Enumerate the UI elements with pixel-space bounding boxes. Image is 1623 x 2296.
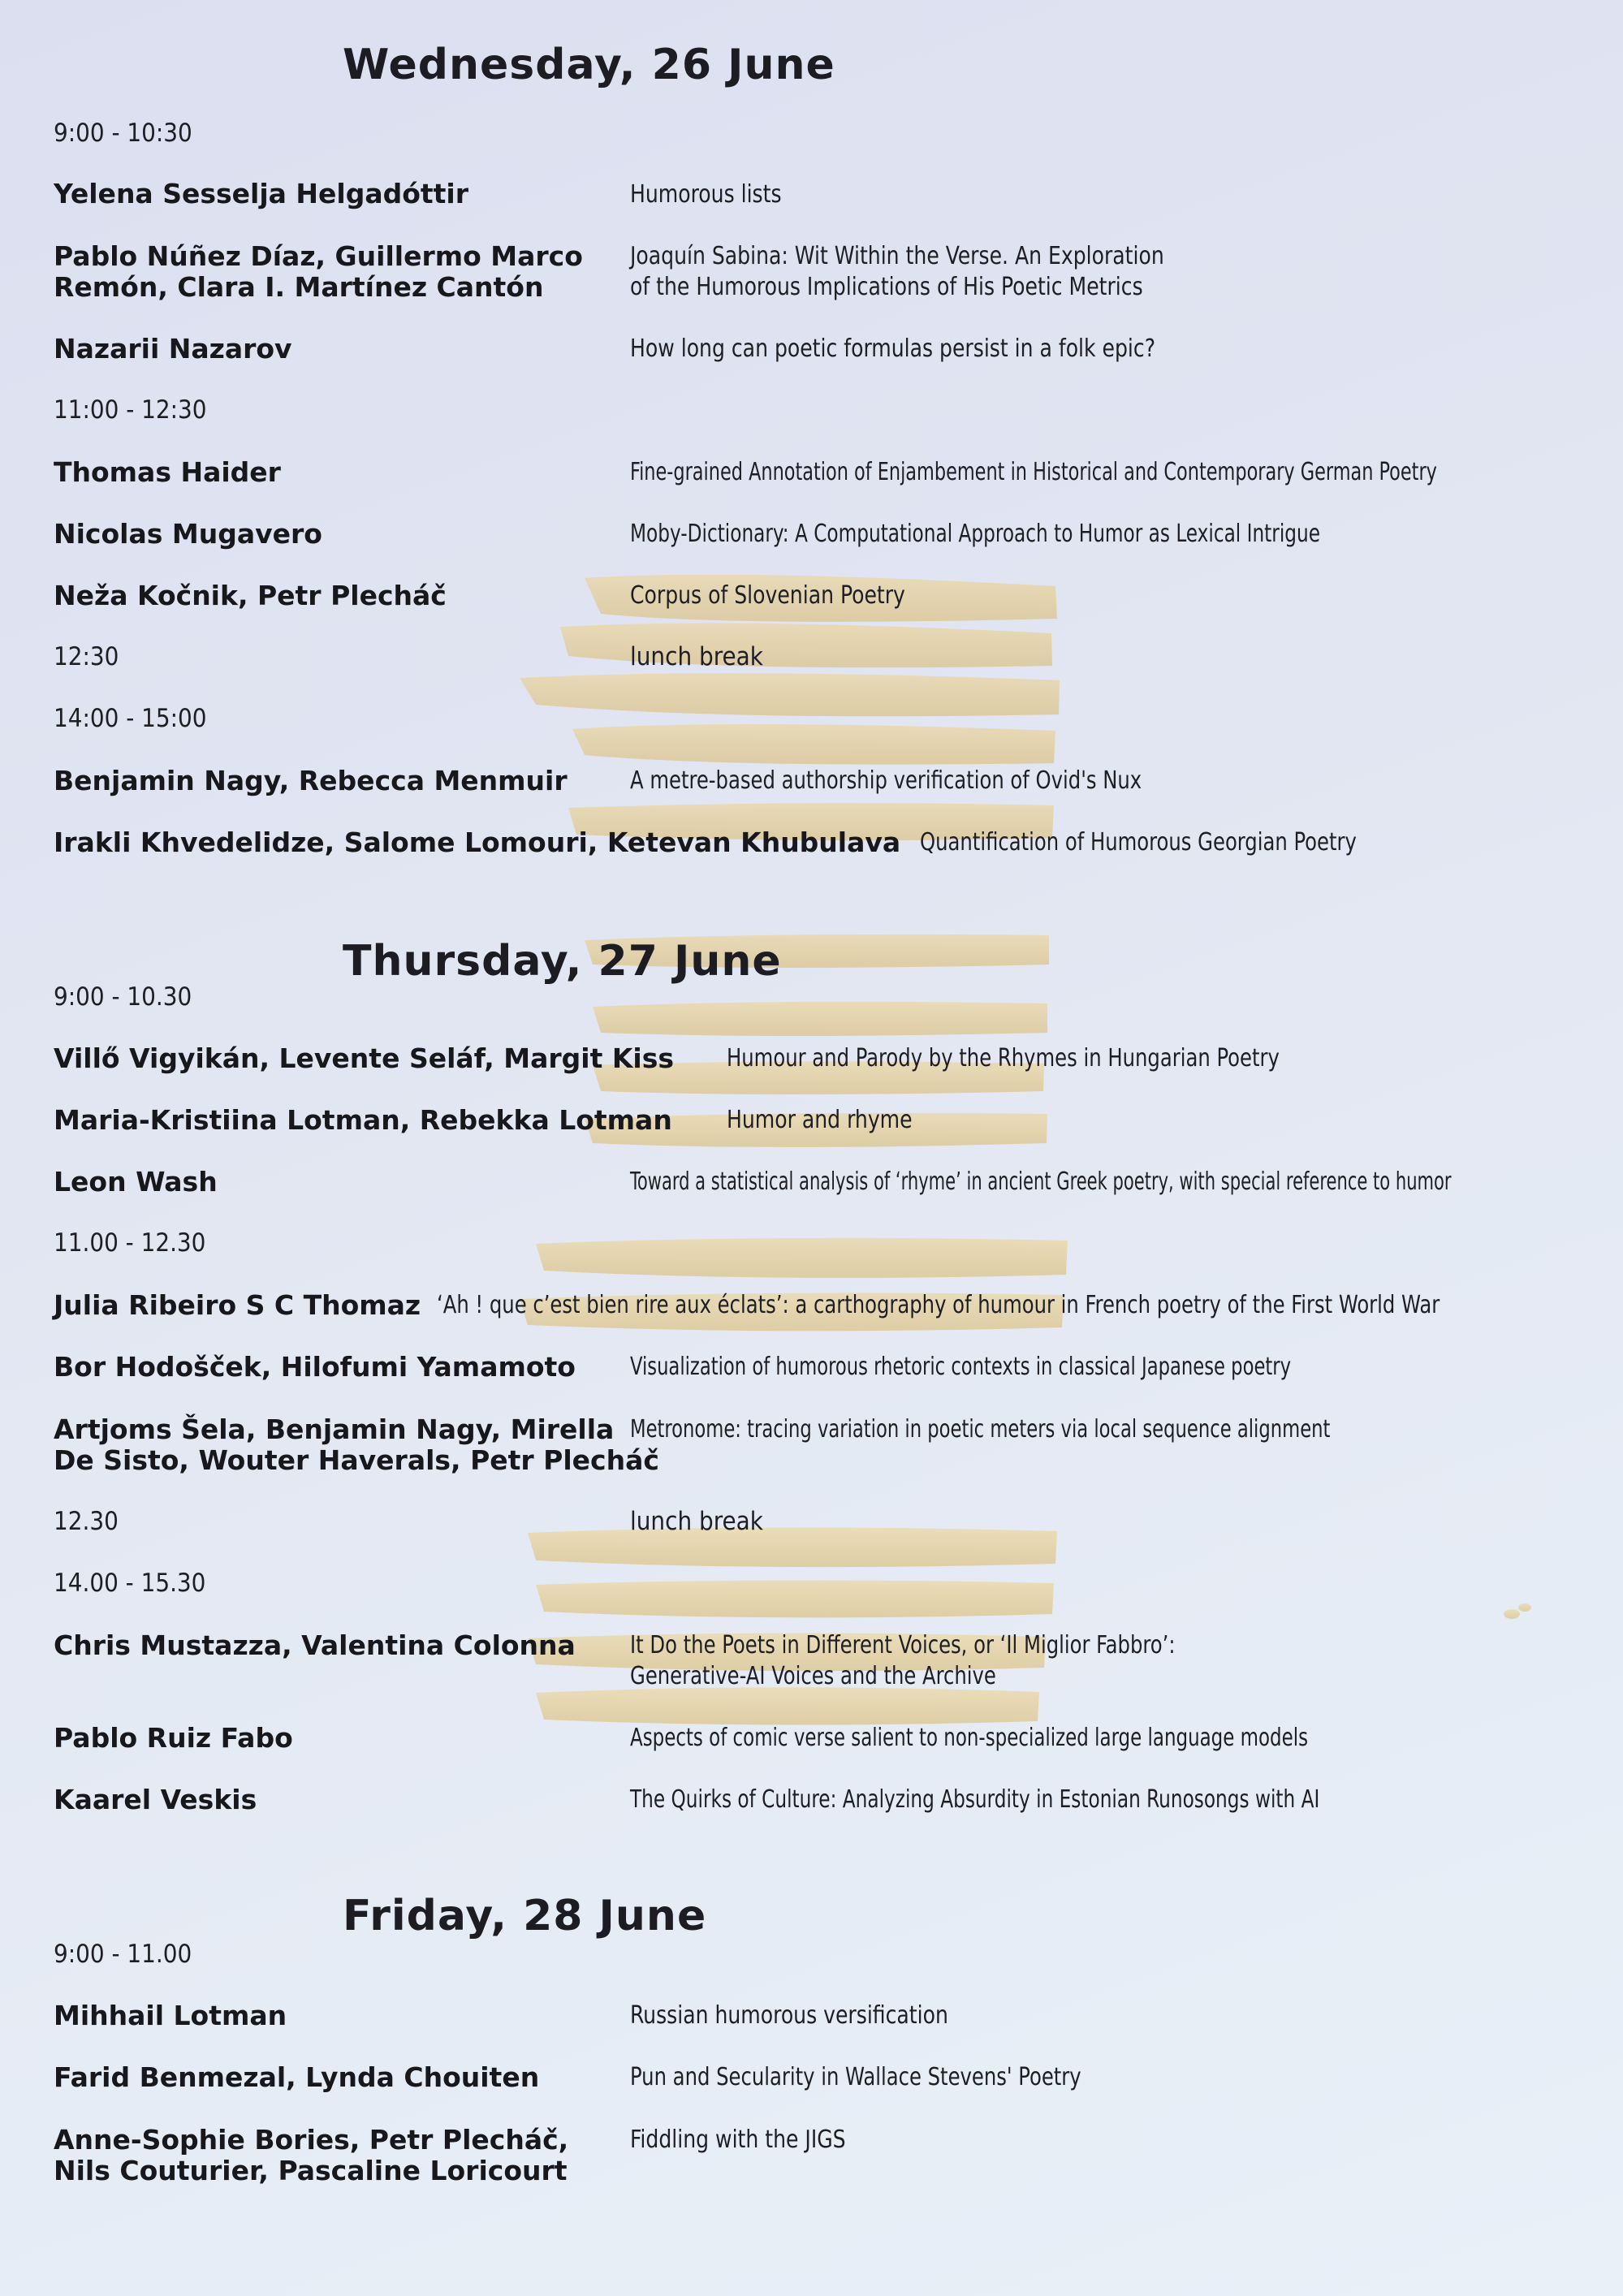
talk-authors: Mihhail Lotman	[54, 2000, 287, 2031]
talk-authors: Pablo Ruiz Fabo	[54, 1722, 293, 1754]
talk-authors: Chris Mustazza, Valentina Colonna	[54, 1629, 576, 1661]
day-heading-friday: Friday, 28 June	[343, 1892, 707, 1940]
talk-authors: Irakli Khvedelidze, Salome Lomouri, Ketevan Khubulava	[54, 826, 901, 858]
talk-title: Aspects of comic verse salient to non-specialized large language models	[630, 1724, 1309, 1752]
talk-title: Fiddling with the JIGS	[630, 2126, 846, 2154]
talk-authors: Benjamin Nagy, Rebecca Menmuir	[54, 765, 568, 796]
talk-authors: Nicolas Mugavero	[54, 518, 322, 550]
talk-title: The Quirks of Culture: Analyzing Absurdity in Estonian Runosongs with AI	[630, 1785, 1320, 1814]
talk-title: Russian humorous versification	[630, 2001, 948, 2030]
talk-title: ‘Ah ! que c’est bien rire aux éclats’: a carthography of humour in French poetry of the First World War	[437, 1291, 1440, 1319]
talk-authors: Villő Vigyikán, Levente Seláf, Margit Kiss	[54, 1042, 674, 1074]
talk-authors: Anne-Sophie Bories, Petr Plecháč, Nils Couturier, Pascaline Loricourt	[54, 2124, 569, 2186]
talk-title: Humor and rhyme	[727, 1106, 913, 1134]
day-heading-wednesday: Wednesday, 26 June	[343, 41, 835, 89]
talk-title: How long can poetic formulas persist in a folk epic?	[630, 334, 1156, 363]
talk-authors: Yelena Sesselja Helgadóttir	[54, 178, 469, 209]
time-slot: 9:00 - 11.00	[54, 1940, 192, 1969]
day-heading-thursday: Thursday, 27 June	[343, 937, 782, 986]
talk-title: Fine-grained Annotation of Enjambement in Historical and Contemporary German Poetry	[630, 458, 1437, 486]
break-label: lunch break	[630, 1507, 763, 1536]
talk-title: Metronome: tracing variation in poetic meters via local sequence alignment	[630, 1415, 1331, 1444]
break-time: 12.30	[54, 1507, 119, 1536]
talk-title: Toward a statistical analysis of ‘rhyme’ in ancient Greek poetry, with special reference to humor	[630, 1167, 1452, 1196]
talk-authors: Kaarel Veskis	[54, 1784, 257, 1815]
talk-authors: Julia Ribeiro S C Thomaz	[54, 1289, 421, 1321]
talk-title: Moby-Dictionary: A Computational Approach to Humor as Lexical Intrigue	[630, 520, 1321, 548]
talk-title: Humour and Parody by the Rhymes in Hungarian Poetry	[727, 1044, 1280, 1072]
talk-title: Corpus of Slovenian Poetry	[630, 581, 905, 610]
talk-authors: Maria-Kristiina Lotman, Rebekka Lotman	[54, 1104, 672, 1136]
talk-authors: Artjoms Šela, Benjamin Nagy, Mirella De Sisto, Wouter Haverals, Petr Plecháč	[54, 1413, 659, 1476]
time-slot: 14:00 - 15:00	[54, 704, 207, 733]
talk-authors: Pablo Núñez Díaz, Guillermo Marco Remón, Clara I. Martínez Cantón	[54, 240, 583, 303]
talk-title: Humorous lists	[630, 180, 782, 209]
talk-title: It Do the Poets in Different Voices, or ‘Il Miglior Fabbro’: Generative-AI Voices and the Archive	[630, 1631, 1176, 1690]
talk-authors: Farid Benmezal, Lynda Chouiten	[54, 2061, 540, 2093]
talk-title: Visualization of humorous rhetoric contexts in classical Japanese poetry	[630, 1353, 1292, 1381]
time-slot: 11:00 - 12:30	[54, 395, 207, 425]
talk-authors: Neža Kočnik, Petr Plecháč	[54, 580, 447, 611]
break-time: 12:30	[54, 642, 119, 671]
time-slot: 9:00 - 10.30	[54, 982, 192, 1012]
talk-authors: Thomas Haider	[54, 456, 281, 488]
talk-title: Joaquín Sabina: Wit Within the Verse. An Exploration of the Humorous Implications of His Poetic Metrics	[630, 242, 1164, 301]
talk-title: Pun and Secularity in Wallace Stevens' Poetry	[630, 2063, 1081, 2091]
talk-authors: Leon Wash	[54, 1166, 218, 1198]
talk-authors: Bor Hodošček, Hilofumi Yamamoto	[54, 1351, 576, 1383]
talk-title: Quantification of Humorous Georgian Poetry	[920, 828, 1357, 857]
time-slot: 14.00 - 15.30	[54, 1569, 206, 1598]
break-label: lunch break	[630, 642, 763, 671]
talk-title: A metre-based authorship verification of Ovid's Nux	[630, 766, 1142, 795]
time-slot: 11.00 - 12.30	[54, 1228, 206, 1258]
time-slot: 9:00 - 10:30	[54, 119, 192, 148]
talk-authors: Nazarii Nazarov	[54, 333, 292, 365]
